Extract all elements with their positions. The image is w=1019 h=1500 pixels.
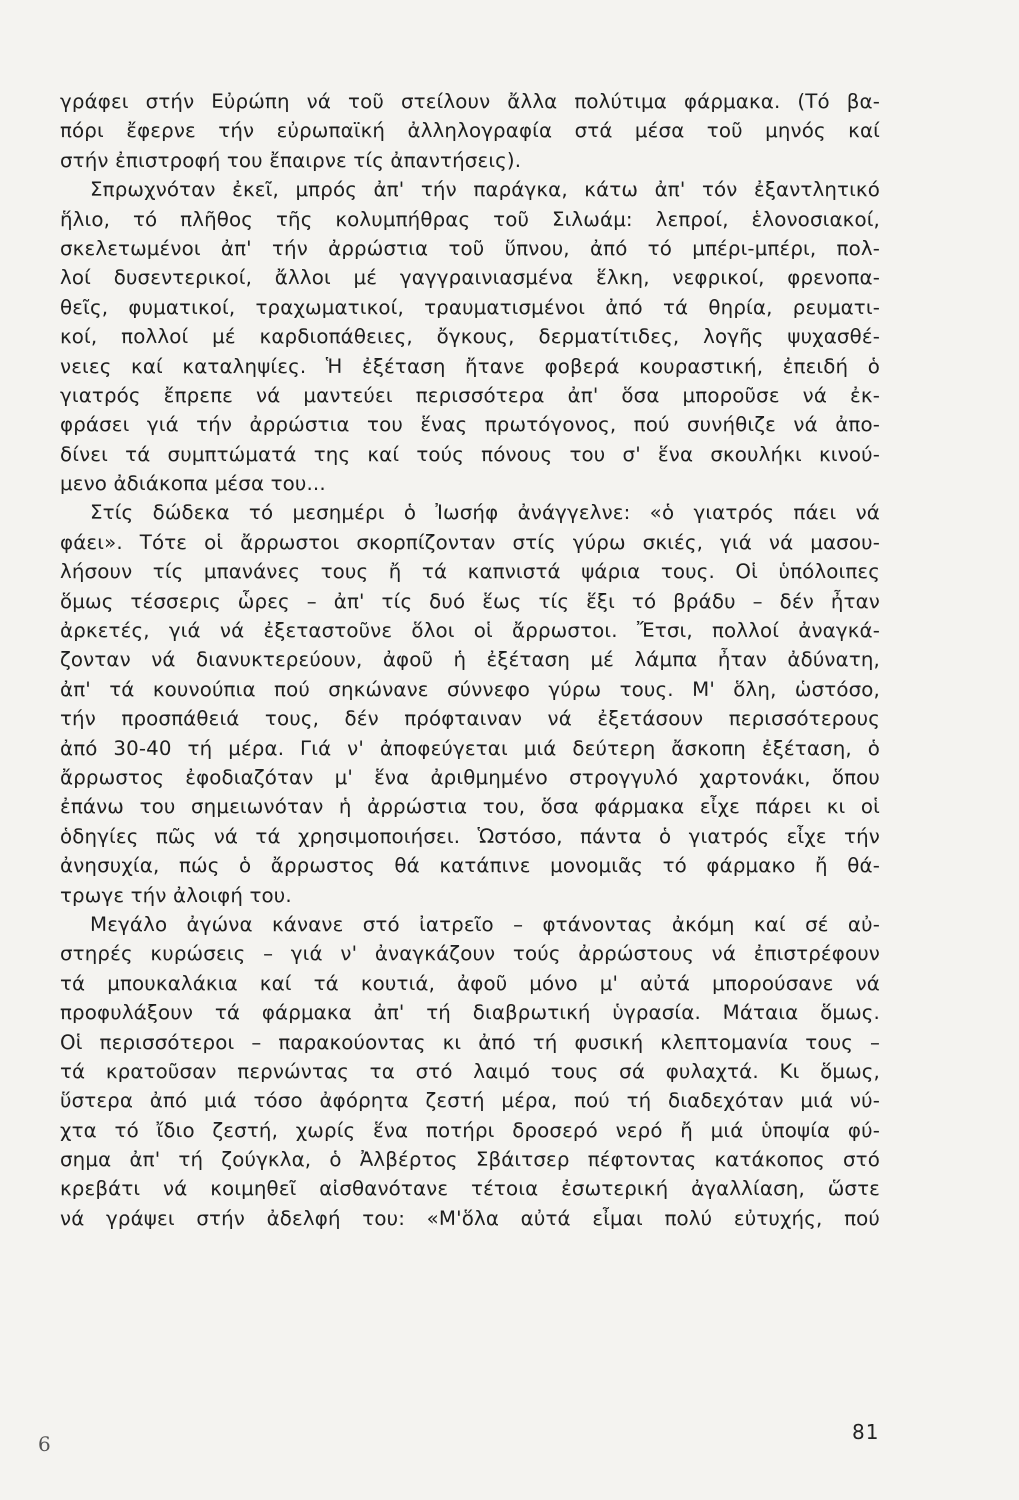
text-line: τρωγε τήν ἀλοιφή του. xyxy=(60,883,292,907)
text-line: ἥλιο, τό πλῆθος τῆς κολυμπήθρας τοῦ Σιλωάμ: λεπροί, ἑλονοσιακοί, xyxy=(60,207,880,231)
text-line: τά μπουκαλάκια καί τά κουτιά, ἀφοῦ μόνο μ' αὐτά μπορούσανε νά xyxy=(60,971,880,995)
text-line: ἐπάνω του σημειωνόταν ἡ ἀρρώστια του, ὅσα φάρμακα εἶχε πάρει κι οἱ xyxy=(60,795,880,819)
text-line: τήν προσπάθειά τους, δέν πρόφταιναν νά ἐξετάσουν περισσότερους xyxy=(60,707,880,731)
text-line: νά γράψει στήν ἀδελφή του: «Μ'ὅλα αὐτά εἶμαι πολύ εὐτυχής, πού xyxy=(60,1206,880,1230)
text-line: μενο ἀδιάκοπα μέσα του... xyxy=(60,472,326,496)
text-line: πόρι ἔφερνε τήν εὐρωπαϊκή ἀλληλογραφία στά μέσα τοῦ μηνός καί xyxy=(60,119,880,143)
text-line: δίνει τά συμπτώματά της καί τούς πόνους του σ' ἕνα σκουλήκι κινού- xyxy=(60,442,880,466)
text-line: κρεβάτι νά κοιμηθεῖ αἰσθανότανε τέτοια ἐσωτερική ἀγαλλίαση, ὥστε xyxy=(60,1177,880,1201)
text-line: ἀρκετές, γιά νά ἐξεταστοῦνε ὅλοι οἱ ἄρρωστοι. Ἔτσι, πολλοί ἀναγκά- xyxy=(60,619,880,643)
text-line: ἄρρωστος ἐφοδιαζόταν μ' ἕνα ἀριθμημένο στρογγυλό χαρτονάκι, ὅπου xyxy=(60,765,880,789)
text-line: ἀνησυχία, πώς ὁ ἄρρωστος θά κατάπινε μονομιᾶς τό φάρμακο ἤ θά- xyxy=(60,854,880,878)
text-line: λοί δυσεντερικοί, ἄλλοι μέ γαγγραινιασμένα ἕλκη, νεφρικοί, φρενοπα- xyxy=(60,266,880,290)
text-line: φάει». Τότε οἱ ἄρρωστοι σκορπίζονταν στίς γύρω σκιές, γιά νά μασου- xyxy=(60,530,880,554)
text-line: στήν ἐπιστροφή του ἔπαιρνε τίς ἀπαντήσεις). xyxy=(60,148,522,172)
body-text xyxy=(60,87,880,1233)
text-line: ὅμως τέσσερις ὧρες – ἀπ' τίς δυό ἕως τίς ἕξι τό βράδυ – δέν ἦταν xyxy=(60,589,880,613)
text-line: τά κρατοῦσαν περνώντας τα στό λαιμό τους σά φυλαχτά. Κι ὅμως, xyxy=(60,1059,880,1083)
text-line: ἀπό 30-40 τή μέρα. Γιά ν' ἀποφεύγεται μιά δεύτερη ἄσκοπη ἐξέταση, ὁ xyxy=(60,736,880,760)
text-line: λήσουν τίς μπανάνες τους ἤ τά καπνιστά ψάρια τους. Οἱ ὑπόλοιπες xyxy=(60,560,880,584)
text-line: χτα τό ἴδιο ζεστή, χωρίς ἕνα ποτήρι δροσερό νερό ἤ μιά ὑποψία φύ- xyxy=(60,1118,880,1142)
text-line: γιατρός ἔπρεπε νά μαντεύει περισσότερα ἀπ' ὅσα μποροῦσε νά ἐκ- xyxy=(60,383,880,407)
text-line: σκελετωμένοι ἀπ' τήν ἀρρώστια τοῦ ὕπνου, ἀπό τό μπέρι-μπέρι, πολ- xyxy=(60,236,880,260)
text-line: γράφει στήν Εὐρώπη νά τοῦ στείλουν ἄλλα πολύτιμα φάρμακα. (Τό βα- xyxy=(60,90,880,113)
text-line: Μεγάλο ἀγώνα κάνανε στό ἰατρεῖο – φτάνοντας ἀκόμη καί σέ αὐ- xyxy=(90,912,880,936)
text-line: ὕστερα ἀπό μιά τόσο ἀφόρητα ζεστή μέρα, πού τή διαδεχόταν μιά νύ- xyxy=(60,1089,880,1113)
text-line: φράσει γιά τήν ἀρρώστια του ἕνας πρωτόγονος, πού συνήθιζε νά ἀπο- xyxy=(60,413,880,437)
text-line: ἀπ' τά κουνούπια πού σηκώνανε σύννεφο γύρω τους. Μ' ὅλη, ὡστόσο, xyxy=(60,677,880,701)
text-line: νειες καί καταληψίες. Ἡ ἐξέταση ἤτανε φοβερά κουραστική, ἐπειδή ὁ xyxy=(60,354,880,378)
page-number: 81 xyxy=(852,1420,880,1444)
printer-signature-mark: 6 xyxy=(38,1432,51,1456)
text-line: ζονταν νά διανυκτερεύουν, ἀφοῦ ἡ ἐξέταση μέ λάμπα ἦταν ἀδύνατη, xyxy=(60,648,880,672)
text-line: θεῖς, φυματικοί, τραχωματικοί, τραυματισμένοι ἀπό τά θηρία, ρευματι- xyxy=(60,295,880,319)
text-line: Οἱ περισσότεροι – παρακούοντας κι ἀπό τή φυσική κλεπτομανία τους – xyxy=(60,1030,880,1054)
text-line: προφυλάξουν τά φάρμακα ἀπ' τή διαβρωτική ὑγρασία. Μάταια ὅμως. xyxy=(60,1001,880,1025)
text-line: Σπρωχνόταν ἐκεῖ, μπρός ἀπ' τήν παράγκα, κάτω ἀπ' τόν ἐξαντλητικό xyxy=(90,178,880,202)
text-line: Στίς δώδεκα τό μεσημέρι ὁ Ἰωσήφ ἀνάγγελνε: «ὁ γιατρός πάει νά xyxy=(90,501,880,525)
text-line: κοί, πολλοί μέ καρδιοπάθειες, ὄγκους, δερματίτιδες, λογῆς ψυχασθέ- xyxy=(60,325,880,349)
text-line: σημα ἀπ' τή ζούγκλα, ὁ Ἀλβέρτος Σβάιτσερ πέφτοντας κατάκοπος στό xyxy=(60,1148,880,1172)
text-line: στηρές κυρώσεις – γιά ν' ἀναγκάζουν τούς ἀρρώστους νά ἐπιστρέφουν xyxy=(60,942,880,966)
text-line: ὁδηγίες πῶς νά τά χρησιμοποιήσει. Ὡστόσο, πάντα ὁ γιατρός εἶχε τήν xyxy=(60,824,880,848)
